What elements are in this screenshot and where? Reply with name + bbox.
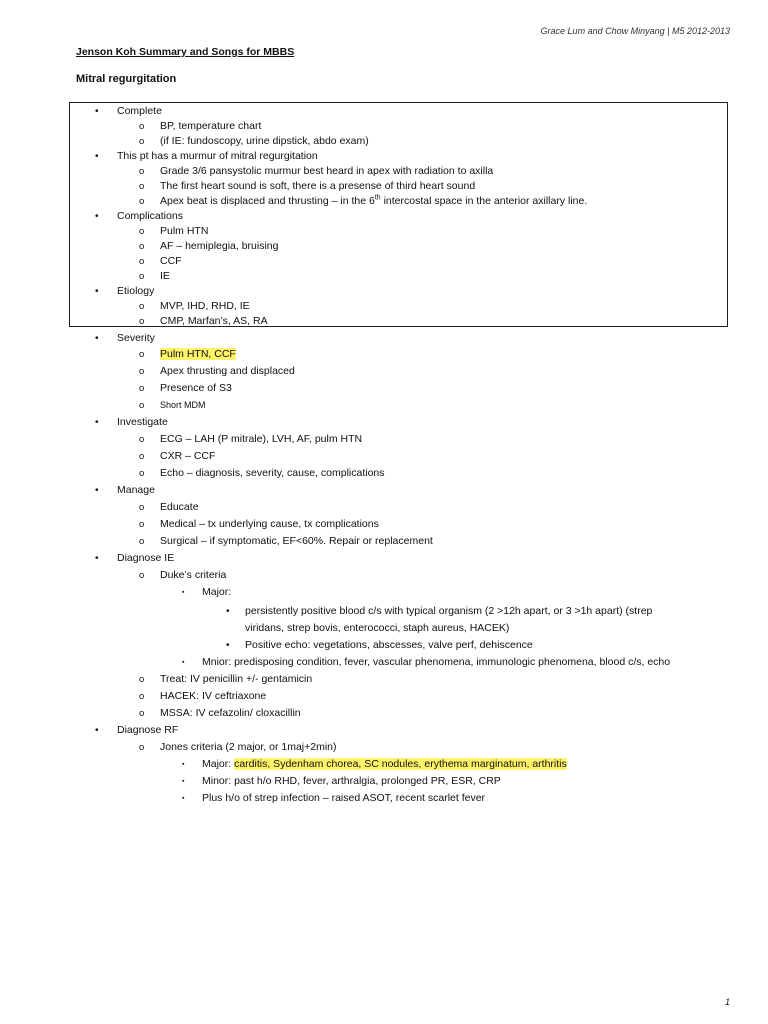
list-item: • persistently positive blood c/s with typical organism (2 >12h apart, or 3 >1h apart) (strep <box>226 605 653 617</box>
list-item-continuation: viridans, strep bovis, enterococci, staph aureus, HACEK) <box>245 622 510 634</box>
list-item: o ECG – LAH (P mitrale), LVH, AF, pulm HTN <box>139 433 363 445</box>
list-item: o Apex thrusting and displaced <box>139 365 295 377</box>
running-header: Grace Lum and Chow Minyang | M5 2012-2013 <box>540 26 730 36</box>
list-item: o Short MDM <box>139 400 206 411</box>
list-item: o MSSA: IV cefazolin/ cloxacillin <box>139 707 301 719</box>
list-item: • Complete <box>95 105 162 117</box>
list-item: o CXR – CCF <box>139 450 216 462</box>
list-item: o Pulm HTN, CCF <box>139 348 236 360</box>
list-item: ▪ Major: <box>182 586 232 598</box>
list-item: o IE <box>139 270 170 282</box>
list-item: ▪ Minor: past h/o RHD, fever, arthralgia, prolonged PR, ESR, CRP <box>182 775 501 787</box>
list-item: o Medical – tx underlying cause, tx complications <box>139 518 379 530</box>
list-item: o Pulm HTN <box>139 225 209 237</box>
list-item: o Apex beat is displaced and thrusting – in the 6th intercostal space in the anterior axillary line. <box>139 194 588 207</box>
page-number: 1 <box>724 997 730 1007</box>
outline <box>0 104 768 807</box>
list-item: o The first heart sound is soft, there is a presense of third heart sound <box>139 180 476 192</box>
list-item: • Etiology <box>95 285 155 297</box>
section-title: Mitral regurgitation <box>76 73 177 85</box>
list-item: • Manage <box>95 484 155 496</box>
document-title: Jenson Koh Summary and Songs for MBBS <box>76 46 295 58</box>
list-item: o Duke’s criteria <box>139 569 227 581</box>
list-item: • Investigate <box>95 416 168 428</box>
list-item: o Surgical – if symptomatic, EF<60%. Repair or replacement <box>139 535 433 547</box>
list-item: • Diagnose RF <box>95 724 179 736</box>
list-item: o CCF <box>139 255 182 267</box>
list-item: • Complications <box>95 210 183 222</box>
list-item: o BP, temperature chart <box>139 120 262 132</box>
list-item: o AF – hemiplegia, bruising <box>139 240 279 252</box>
list-item: o Grade 3/6 pansystolic murmur best heard in apex with radiation to axilla <box>139 165 494 177</box>
highlighted-text: carditis, Sydenham chorea, SC nodules, erythema marginatum, arthritis <box>234 758 567 770</box>
highlighted-text: Pulm HTN, CCF <box>160 348 236 360</box>
list-item: o MVP, IHD, RHD, IE <box>139 300 250 312</box>
list-item: o HACEK: IV ceftriaxone <box>139 690 267 702</box>
list-item: • This pt has a murmur of mitral regurgitation <box>95 150 318 162</box>
list-item: o Presence of S3 <box>139 382 232 394</box>
list-item: • Severity <box>95 332 155 344</box>
list-item: • Positive echo: vegetations, abscesses, valve perf, dehiscence <box>226 639 533 651</box>
list-item: ▪ Plus h/o of strep infection – raised ASOT, recent scarlet fever <box>182 792 486 804</box>
list-item: o Educate <box>139 501 199 513</box>
list-item: o Treat: IV penicillin +/- gentamicin <box>139 673 313 685</box>
list-item: o (if IE: fundoscopy, urine dipstick, abdo exam) <box>139 135 369 147</box>
list-item: o Jones criteria (2 major, or 1maj+2min) <box>139 741 337 753</box>
list-item: • Diagnose IE <box>95 552 175 564</box>
list-item: ▪ Major: carditis, Sydenham chorea, SC nodules, erythema marginatum, arthritis <box>182 758 567 770</box>
list-item: o Echo – diagnosis, severity, cause, complications <box>139 467 385 479</box>
list-item: o CMP, Marfan’s, AS, RA <box>139 315 268 327</box>
list-item: ▪ Mnior: predisposing condition, fever, vascular phenomena, immunologic phenomena, blood c/s, echo <box>182 656 671 668</box>
